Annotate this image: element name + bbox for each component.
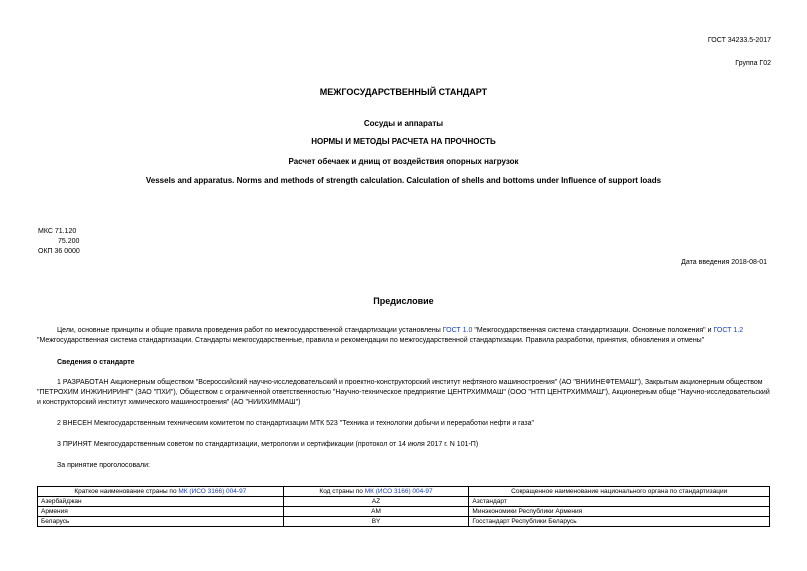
okp-code: ОКП 36 0000: [38, 248, 80, 255]
main-title: НОРМЫ И МЕТОДЫ РАСЧЕТА НА ПРОЧНОСТЬ: [311, 137, 496, 146]
standard-type-title: МЕЖГОСУДАРСТВЕННЫЙ СТАНДАРТ: [319, 87, 488, 97]
column-header-code: Код страны по МК (ИСО 3166) 004-97: [283, 487, 469, 497]
voting-countries-table: [37, 486, 770, 527]
country-cell: Азербайджан: [38, 497, 284, 507]
mk-iso-link[interactable]: МК (ИСО 3166) 004-97: [178, 488, 247, 495]
foreword-paragraph-1: [37, 326, 773, 346]
foreword-text: Цели, основные принципы и общие правила проведения работ по межгосударственной стандартизации установлены: [57, 327, 443, 334]
part-title: Расчет обечаек и днищ от воздействия опорных нагрузок: [288, 157, 519, 166]
country-cell: Армения: [38, 507, 284, 517]
mks-code-2: 75.200: [58, 238, 80, 245]
table-row: [38, 507, 770, 517]
gost-1-0-link[interactable]: ГОСТ 1.0: [442, 327, 473, 334]
series-title: Сосуды и аппараты: [363, 119, 444, 128]
table-row: [38, 517, 770, 527]
standards-body-cell: Минэкономики Республики Армения: [469, 507, 770, 517]
country-code-cell: AZ: [283, 497, 469, 507]
standards-body-cell: Госстандарт Республики Беларусь: [469, 517, 770, 527]
standard-info-heading: Сведения о стандарте: [57, 359, 135, 366]
foreword-text: "Межгосударственная система стандартизации. Основные положения" и: [472, 327, 714, 334]
mks-code-1: МКС 71.120: [38, 228, 77, 235]
table-header-row: [38, 487, 770, 497]
introduced-by-paragraph: 2 ВНЕСЕН Межгосударственным техническим комитетом по стандартизации МТК 523 "Техника и технологии добычи и переработки нефти и газа": [57, 420, 534, 427]
country-cell: Беларусь: [38, 517, 284, 527]
country-code-cell: BY: [283, 517, 469, 527]
column-header-country: Краткое наименование страны по МК (ИСО 3166) 004-97: [38, 487, 284, 497]
adopted-by-paragraph: 3 ПРИНЯТ Межгосударственным советом по стандартизации, метрологии и сертификации (протокол от 14 июля 2017 г. N 101-П): [57, 441, 479, 448]
group-code: Группа Г02: [735, 60, 771, 67]
mk-iso-link[interactable]: МК (ИСО 3166) 004-97: [364, 488, 433, 495]
foreword-heading: Предисловие: [373, 296, 434, 306]
english-title: Vessels and apparatus. Norms and methods of strength calculation. Calculation of shells and bottoms under Influence of support loads: [145, 176, 662, 185]
column-header-standards-body: Сокращенное наименование национального органа по стандартизации: [469, 487, 770, 497]
table-row: [38, 497, 770, 507]
standards-body-cell: Азстандарт: [469, 497, 770, 507]
gost-1-2-link[interactable]: ГОСТ 1.2: [713, 327, 744, 334]
foreword-text: "Межгосударственная система стандартизации. Стандарты межгосударственные, правила и рекомендации по межгосударственной стандартизации. Правила разработки, принятия, обновления и отмены": [37, 337, 705, 344]
voted-for-label: За принятие проголосовали:: [57, 462, 150, 469]
introduction-date: Дата введения 2018-08-01: [681, 259, 767, 266]
country-code-cell: AM: [283, 507, 469, 517]
developer-paragraph: 1 РАЗРАБОТАН Акционерным обществом "Всероссийский научно-исследовательский и проектно-конструкторский институт нефтяного машиностроения" (АО "ВНИИНЕФТЕМАШ"), Закрытым акционерным обществом "ПЕТРОХИМ ИНЖИНИРИНГ" (ЗАО "ПХИ"), Обществом с ограниченной ответственностью "Научно-техническое предприятие ЦЕНТРХИММАШ" (ООО "НТП ЦЕНТРХИММАШ"), Акционерным обще "Научно-исследовательский и конструкторский институт химического машиностроения" (АО "НИИХИММАШ"): [37, 379, 770, 406]
document-designation: ГОСТ 34233.5-2017: [707, 37, 771, 44]
